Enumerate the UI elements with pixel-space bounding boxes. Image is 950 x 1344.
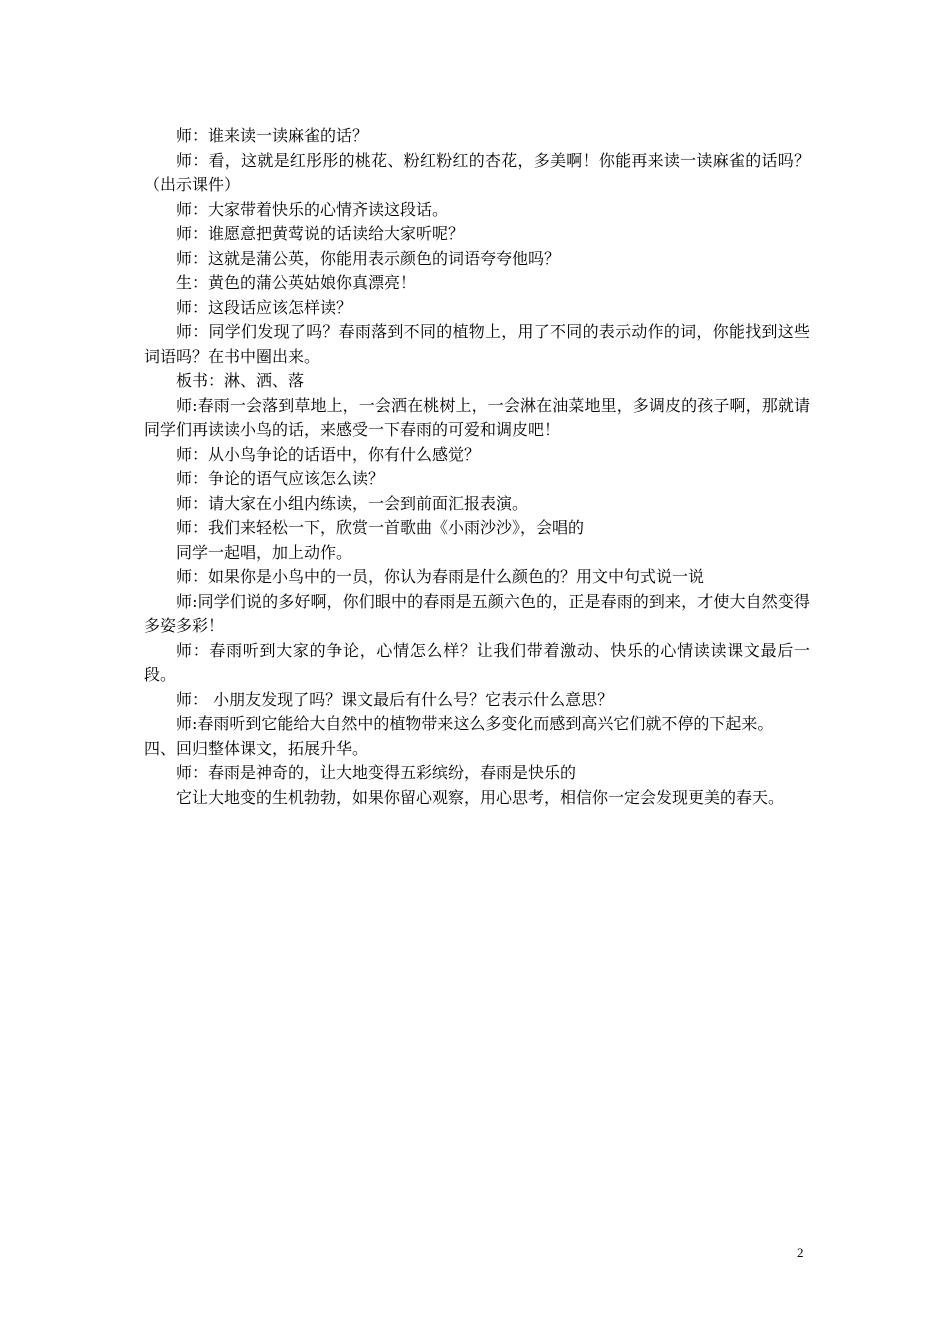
paragraph: 师：请大家在小组内练读，一会到前面汇报表演。 <box>176 493 529 513</box>
page-number: 2 <box>797 1245 804 1260</box>
paragraph: 师：谁愿意把黄莺说的话读给大家听呢？ <box>176 224 465 243</box>
paragraph: 师:春雨听到它能给大自然中的植物带来这么多变化而感到高兴它们就不停的下起来。 <box>176 714 774 733</box>
paragraph: 它让大地变的生机勃勃，如果你留心观察，用心思考，相信你一定会发现更美的春天。 <box>176 787 785 807</box>
paragraph: 师：争论的语气应该怎么读？ <box>176 469 385 488</box>
paragraph: 师：从小鸟争论的话语中，你有什么感觉？ <box>176 444 481 464</box>
paragraph: 师：看，这就是红彤彤的桃花、粉红粉红的杏花，多美啊！你能再来读一读麻雀的话吗？（出示课件） <box>144 150 810 194</box>
paragraph: 师：这就是蒲公英，你能用表示颜色的词语夸夸他吗？ <box>176 248 561 268</box>
paragraph: 师：春雨是神奇的，让大地变得五彩缤纷，春雨是快乐的 <box>176 763 577 782</box>
paragraph: 师：同学们发现了吗？春雨落到不同的植物上，用了不同的表示动作的词，你能找到这些词语吗？在书中圈出来。 <box>144 322 810 366</box>
paragraph: 师：大家带着快乐的心情齐读这段话。 <box>176 199 449 219</box>
document-body <box>144 124 810 810</box>
paragraph: 师：这段话应该怎样读？ <box>176 297 353 317</box>
paragraph: 板书：淋、洒、落 <box>176 371 305 390</box>
paragraph: 师：春雨听到大家的争论，心情怎么样？让我们带着激动、快乐的心情读读课文最后一段。 <box>144 640 810 684</box>
paragraph: 师：谁来读一读麻雀的话？ <box>176 126 369 145</box>
paragraph: 师：如果你是小鸟中的一员，你认为春雨是什么颜色的？用文中句式说一说 <box>176 567 705 586</box>
paragraph: 师： 小朋友发现了吗？课文最后有什么号？它表示什么意思？ <box>176 689 614 709</box>
paragraph: 师：我们来轻松一下，欣赏一首歌曲《小雨沙沙》，会唱的 <box>176 518 585 537</box>
paragraph: 师:春雨一会落到草地上，一会洒在桃树上，一会淋在油菜地里，多调皮的孩子啊，那就请同学们再读读小鸟的话，来感受一下春雨的可爱和调皮吧！ <box>144 395 810 439</box>
paragraph: 生：黄色的蒲公英姑娘你真漂亮！ <box>176 273 417 292</box>
paragraph: 同学一起唱，加上动作。 <box>176 542 353 562</box>
paragraph: 师:同学们说的多好啊，你们眼中的春雨是五颜六色的，正是春雨的到来，才使大自然变得多姿多彩！ <box>144 591 810 635</box>
section-heading: 四、回归整体课文，拓展升华。 <box>144 738 369 758</box>
